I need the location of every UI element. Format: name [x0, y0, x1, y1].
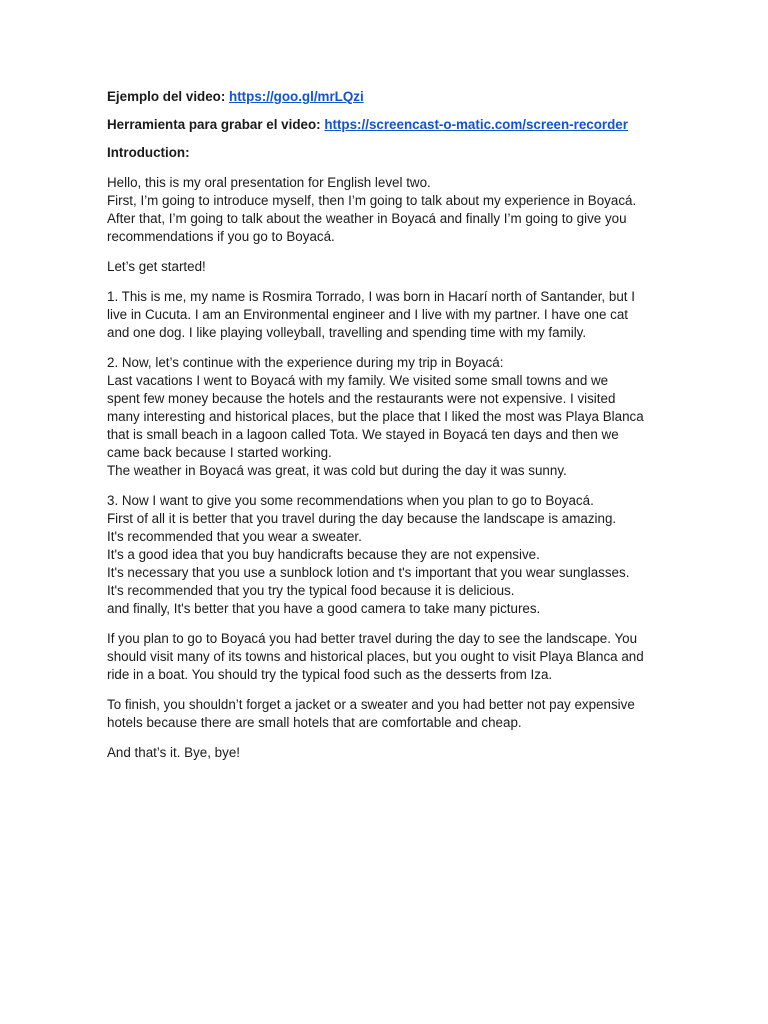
- introduction-line: [107, 144, 678, 162]
- paragraph-line: that is small beach in a lagoon called Tota. We stayed in Boyacá ten days and then we: [107, 427, 619, 442]
- paragraph-line: spent few money because the hotels and the restaurants were not expensive. I visited: [107, 391, 616, 406]
- paragraph: [107, 492, 678, 618]
- paragraph: [107, 696, 678, 732]
- paragraph-line: ride in a boat. You should try the typical food such as the desserts from Iza.: [107, 667, 553, 682]
- paragraph-line: 2. Now, let’s continue with the experience during my trip in Boyacá:: [107, 355, 504, 370]
- paragraph-line: hotels because there are small hotels that are comfortable and cheap.: [107, 715, 522, 730]
- paragraph-line: First, I’m going to introduce myself, then I’m going to talk about my experience in Boyacá.: [107, 193, 637, 208]
- herramienta-line: [107, 116, 678, 134]
- paragraph-line: and one dog. I like playing volleyball, travelling and spending time with my family.: [107, 325, 587, 340]
- paragraph-line: The weather in Boyacá was great, it was cold but during the day it was sunny.: [107, 463, 567, 478]
- introduction-heading: Introduction:: [107, 145, 190, 160]
- paragraph: [107, 744, 678, 762]
- paragraph-line: many interesting and historical places, but the place that I liked the most was Playa Blanca: [107, 409, 644, 424]
- paragraph: [107, 288, 678, 342]
- paragraph-line: To finish, you shouldn’t forget a jacket or a sweater and you had better not pay expensive: [107, 697, 635, 712]
- paragraph: [107, 174, 678, 246]
- paragraphs-container: [107, 174, 678, 762]
- paragraph-line: live in Cucuta. I am an Environmental engineer and I live with my partner. I have one cat: [107, 307, 629, 322]
- paragraph-line: Hello, this is my oral presentation for English level two.: [107, 175, 431, 190]
- paragraph: [107, 258, 678, 276]
- herramienta-link[interactable]: https://screencast-o-matic.com/screen-recorder: [324, 117, 628, 132]
- paragraph-line: should visit many of its towns and historical places, but you ought to visit Playa Blanca and: [107, 649, 644, 664]
- ejemplo-link[interactable]: https://goo.gl/mrLQzi: [229, 89, 364, 104]
- paragraph-line: After that, I’m going to talk about the weather in Boyacá and finally I’m going to give you: [107, 211, 627, 226]
- paragraph-line: It's recommended that you try the typical food because it is delicious.: [107, 583, 515, 598]
- ejemplo-line: [107, 88, 678, 106]
- paragraph-line: Last vacations I went to Boyacá with my family. We visited some small towns and we: [107, 373, 609, 388]
- paragraph-line: 3. Now I want to give you some recommendations when you plan to go to Boyacá.: [107, 493, 594, 508]
- paragraph-line: Let’s get started!: [107, 259, 206, 274]
- paragraph-line: It's a good idea that you buy handicrafts because they are not expensive.: [107, 547, 540, 562]
- paragraph-line: and finally, It's better that you have a good camera to take many pictures.: [107, 601, 541, 616]
- paragraph-line: 1. This is me, my name is Rosmira Torrado, I was born in Hacarí north of Santander, but I: [107, 289, 635, 304]
- herramienta-label: Herramienta para grabar el video:: [107, 117, 321, 132]
- paragraph-line: It's recommended that you wear a sweater.: [107, 529, 362, 544]
- paragraph: [107, 354, 678, 480]
- paragraph-line: It's necessary that you use a sunblock lotion and t's important that you wear sunglasses.: [107, 565, 630, 580]
- paragraph-line: And that’s it. Bye, bye!: [107, 745, 240, 760]
- paragraph-line: recommendations if you go to Boyacá.: [107, 229, 335, 244]
- paragraph: [107, 630, 678, 684]
- paragraph-line: If you plan to go to Boyacá you had better travel during the day to see the landscape. You: [107, 631, 638, 646]
- ejemplo-label: Ejemplo del video:: [107, 89, 226, 104]
- paragraph-line: First of all it is better that you travel during the day because the landscape is amazing.: [107, 511, 617, 526]
- paragraph-line: came back because I started working.: [107, 445, 332, 460]
